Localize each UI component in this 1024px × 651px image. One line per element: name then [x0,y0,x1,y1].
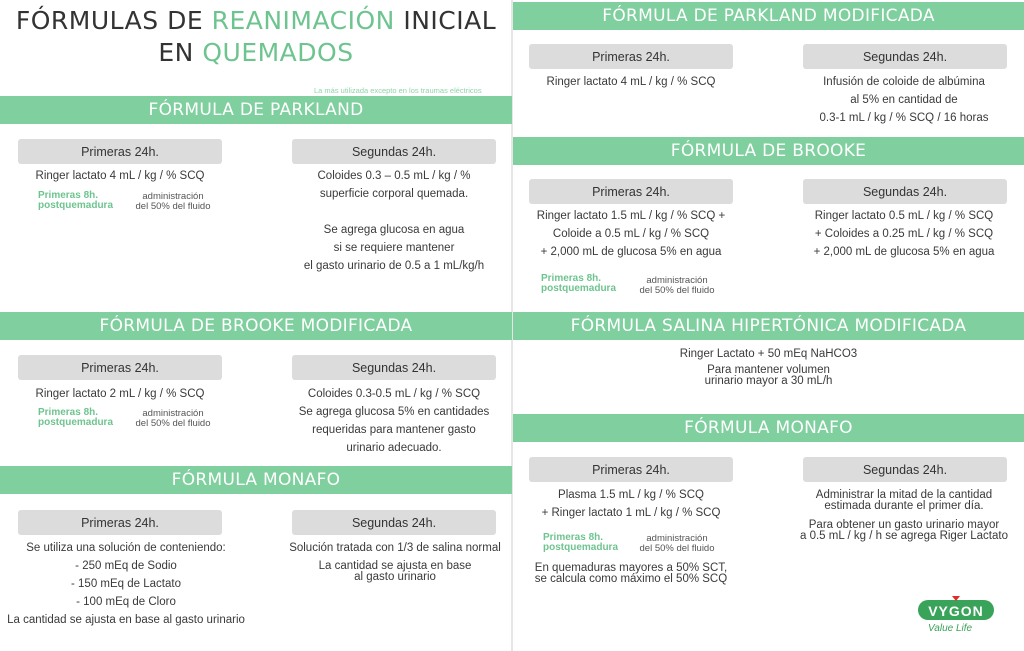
parkland-admin-note [128,192,218,212]
text-line: Ringer lactato 0.5 mL / kg / % SCQ [814,210,994,222]
green-line1: Primeras 8h. [541,273,602,284]
text-line: - 100 mEq de Cloro [76,596,176,608]
text-line: - 250 mEq de Sodio [75,560,177,572]
note-line2: del 50% del fluido [135,418,211,429]
title-part4: EN [158,38,203,67]
text-line: Plasma 1.5 mL / kg / % SCQ [558,489,704,501]
text-line: La cantidad se ajusta en base al gasto urinario [7,614,245,626]
title-highlight-reanimacion: REANIMACIÓN [211,6,395,35]
brooke-second-text [782,207,1024,261]
text-line: requeridas para mantener gasto [312,424,476,436]
parkland-first-text: Ringer lactato 4 mL / kg / % SCQ [35,170,205,182]
section-title-salina-hipertonica: FÓRMULA SALINA HIPERTÓNICA MODIFICADA [513,312,1024,340]
monafo-left-first-label: Primeras 24h. [18,510,222,535]
text-line: Coloides 0.3-0.5 mL / kg / % SCQ [307,388,481,400]
note-line1: administración [142,408,204,419]
brooke-mod-second-label: Segundas 24h. [292,355,496,380]
text-line: Para obtener un gasto urinario mayor [808,519,1000,531]
green-line1: Primeras 8h. [38,190,99,201]
text-line: se calcula como máximo el 50% SCQ [534,573,728,585]
section-title-brooke-modificada: FÓRMULA DE BROOKE MODIFICADA [0,312,512,340]
monafo-left-second-label: Segundas 24h. [292,510,496,535]
text-line: Administrar la mitad de la cantidad [815,489,993,501]
brooke-first-text [513,207,749,261]
parkland-second-text [270,167,518,275]
brooke-mod-second-text [270,385,518,457]
brooke-mod-first-label: Primeras 24h. [18,355,222,380]
title-part3: INICIAL [394,6,497,35]
text-line: Se agrega glucosa en agua [323,224,465,236]
monafo-right-first-text [513,486,749,522]
parkland-mod-second-text [782,73,1024,127]
note-line1: administración [646,533,708,544]
section-title-parkland: FÓRMULA DE PARKLAND [0,96,512,124]
green-line1: Primeras 8h. [38,407,99,418]
parkland-second-label: Segundas 24h. [292,139,496,164]
text-line: + 2,000 mL de glucosa 5% en agua [540,246,722,258]
text-line: urinario mayor a 30 mL/h [704,375,833,387]
note-line1: administración [646,275,708,286]
brooke-admin-note [632,276,722,296]
parkland-first-label: Primeras 24h. [18,139,222,164]
green-line2: postquemadura [541,283,617,294]
text-line: En quemaduras mayores a 50% SCT, [534,562,728,574]
text-line: si se requiere mantener [333,242,455,254]
section-title-brooke: FÓRMULA DE BROOKE [513,137,1024,165]
green-line2: postquemadura [38,200,114,211]
brooke-mod-admin-note [128,409,218,429]
parkland-mod-first-label: Primeras 24h. [529,44,733,69]
vygon-logo [916,596,996,622]
monafo-left-first-text [0,539,252,629]
note-line2: del 50% del fluido [639,543,715,554]
text-line: Coloide a 0.5 mL / kg / % SCQ [552,228,710,240]
logo-tagline: Value Life [928,623,973,634]
brooke-first-label: Primeras 24h. [529,179,733,204]
text-line: + 2,000 mL de glucosa 5% en agua [813,246,995,258]
salina-text [513,345,1024,387]
text-line: Se utiliza una solución de conteniendo: [26,542,226,554]
text-line: Ringer Lactato + 50 mEq NaHCO3 [679,348,858,360]
monafo-right-green-note [543,533,618,553]
section-title-monafo-right: FÓRMULA MONAFO [513,414,1024,442]
brooke-mod-first-text: Ringer lactato 2 mL / kg / % SCQ [35,388,205,400]
brooke-green-note [541,274,616,294]
page-title [0,6,512,68]
text-line: al 5% en cantidad de [850,94,958,106]
parkland-green-note [38,191,113,211]
text-line: + Ringer lactato 1 mL / kg / % SCQ [541,507,721,519]
brooke-mod-green-note [38,408,113,428]
text-line: urinario adecuado. [346,442,442,454]
parkland-mod-first-text: Ringer lactato 4 mL / kg / % SCQ [546,76,716,88]
monafo-right-admin-note [632,534,722,554]
subnote: La más utilizada excepto en los traumas eléctricos [314,86,482,95]
text-line: Infusión de coloide de albúmina [823,76,985,88]
text-line: Solución tratada con 1/3 de salina normal [289,542,501,554]
text-line: Coloides 0.3 – 0.5 mL / kg / % [317,170,471,182]
text-line: a 0.5 mL / kg / h se agrega Riger Lactato [800,530,1008,542]
monafo-right-second-text [782,490,1024,542]
text-line [270,203,518,221]
monafo-right-second-label: Segundas 24h. [803,457,1007,482]
text-line: Se agrega glucosa 5% en cantidades [298,406,490,418]
monafo-right-extra-text [513,563,749,585]
text-line: el gasto urinario de 0.5 a 1 mL/kg/h [303,260,485,272]
green-line2: postquemadura [38,417,114,428]
text-line: al gasto urinario [354,571,436,583]
section-title-monafo-left: FÓRMULA MONAFO [0,466,512,494]
text-line: Ringer lactato 1.5 mL / kg / % SCQ + [536,210,726,222]
monafo-right-first-label: Primeras 24h. [529,457,733,482]
logo-brand: VYGON [928,603,984,619]
text-line: + Coloides a 0.25 mL / kg / % SCQ [814,228,994,240]
note-line1: administración [142,191,204,202]
note-line2: del 50% del fluido [135,201,211,212]
note-line2: del 50% del fluido [639,285,715,296]
green-line2: postquemadura [543,542,619,553]
brooke-second-label: Segundas 24h. [803,179,1007,204]
green-line1: Primeras 8h. [543,532,604,543]
parkland-mod-second-label: Segundas 24h. [803,44,1007,69]
text-line: superficie corporal quemada. [319,188,469,200]
title-highlight-quemados: QUEMADOS [202,38,354,67]
monafo-left-second-text [270,539,520,583]
text-line: La cantidad se ajusta en base [318,560,472,572]
section-title-parkland-modificada: FÓRMULA DE PARKLAND MODIFICADA [513,2,1024,30]
text-line: 0.3-1 mL / kg / % SCQ / 16 horas [819,112,989,124]
text-line: estimada durante el primer día. [824,500,984,512]
title-part1: FÓRMULAS DE [15,6,212,35]
text-line: Para mantener volumen [707,364,830,376]
text-line: - 150 mEq de Lactato [71,578,181,590]
